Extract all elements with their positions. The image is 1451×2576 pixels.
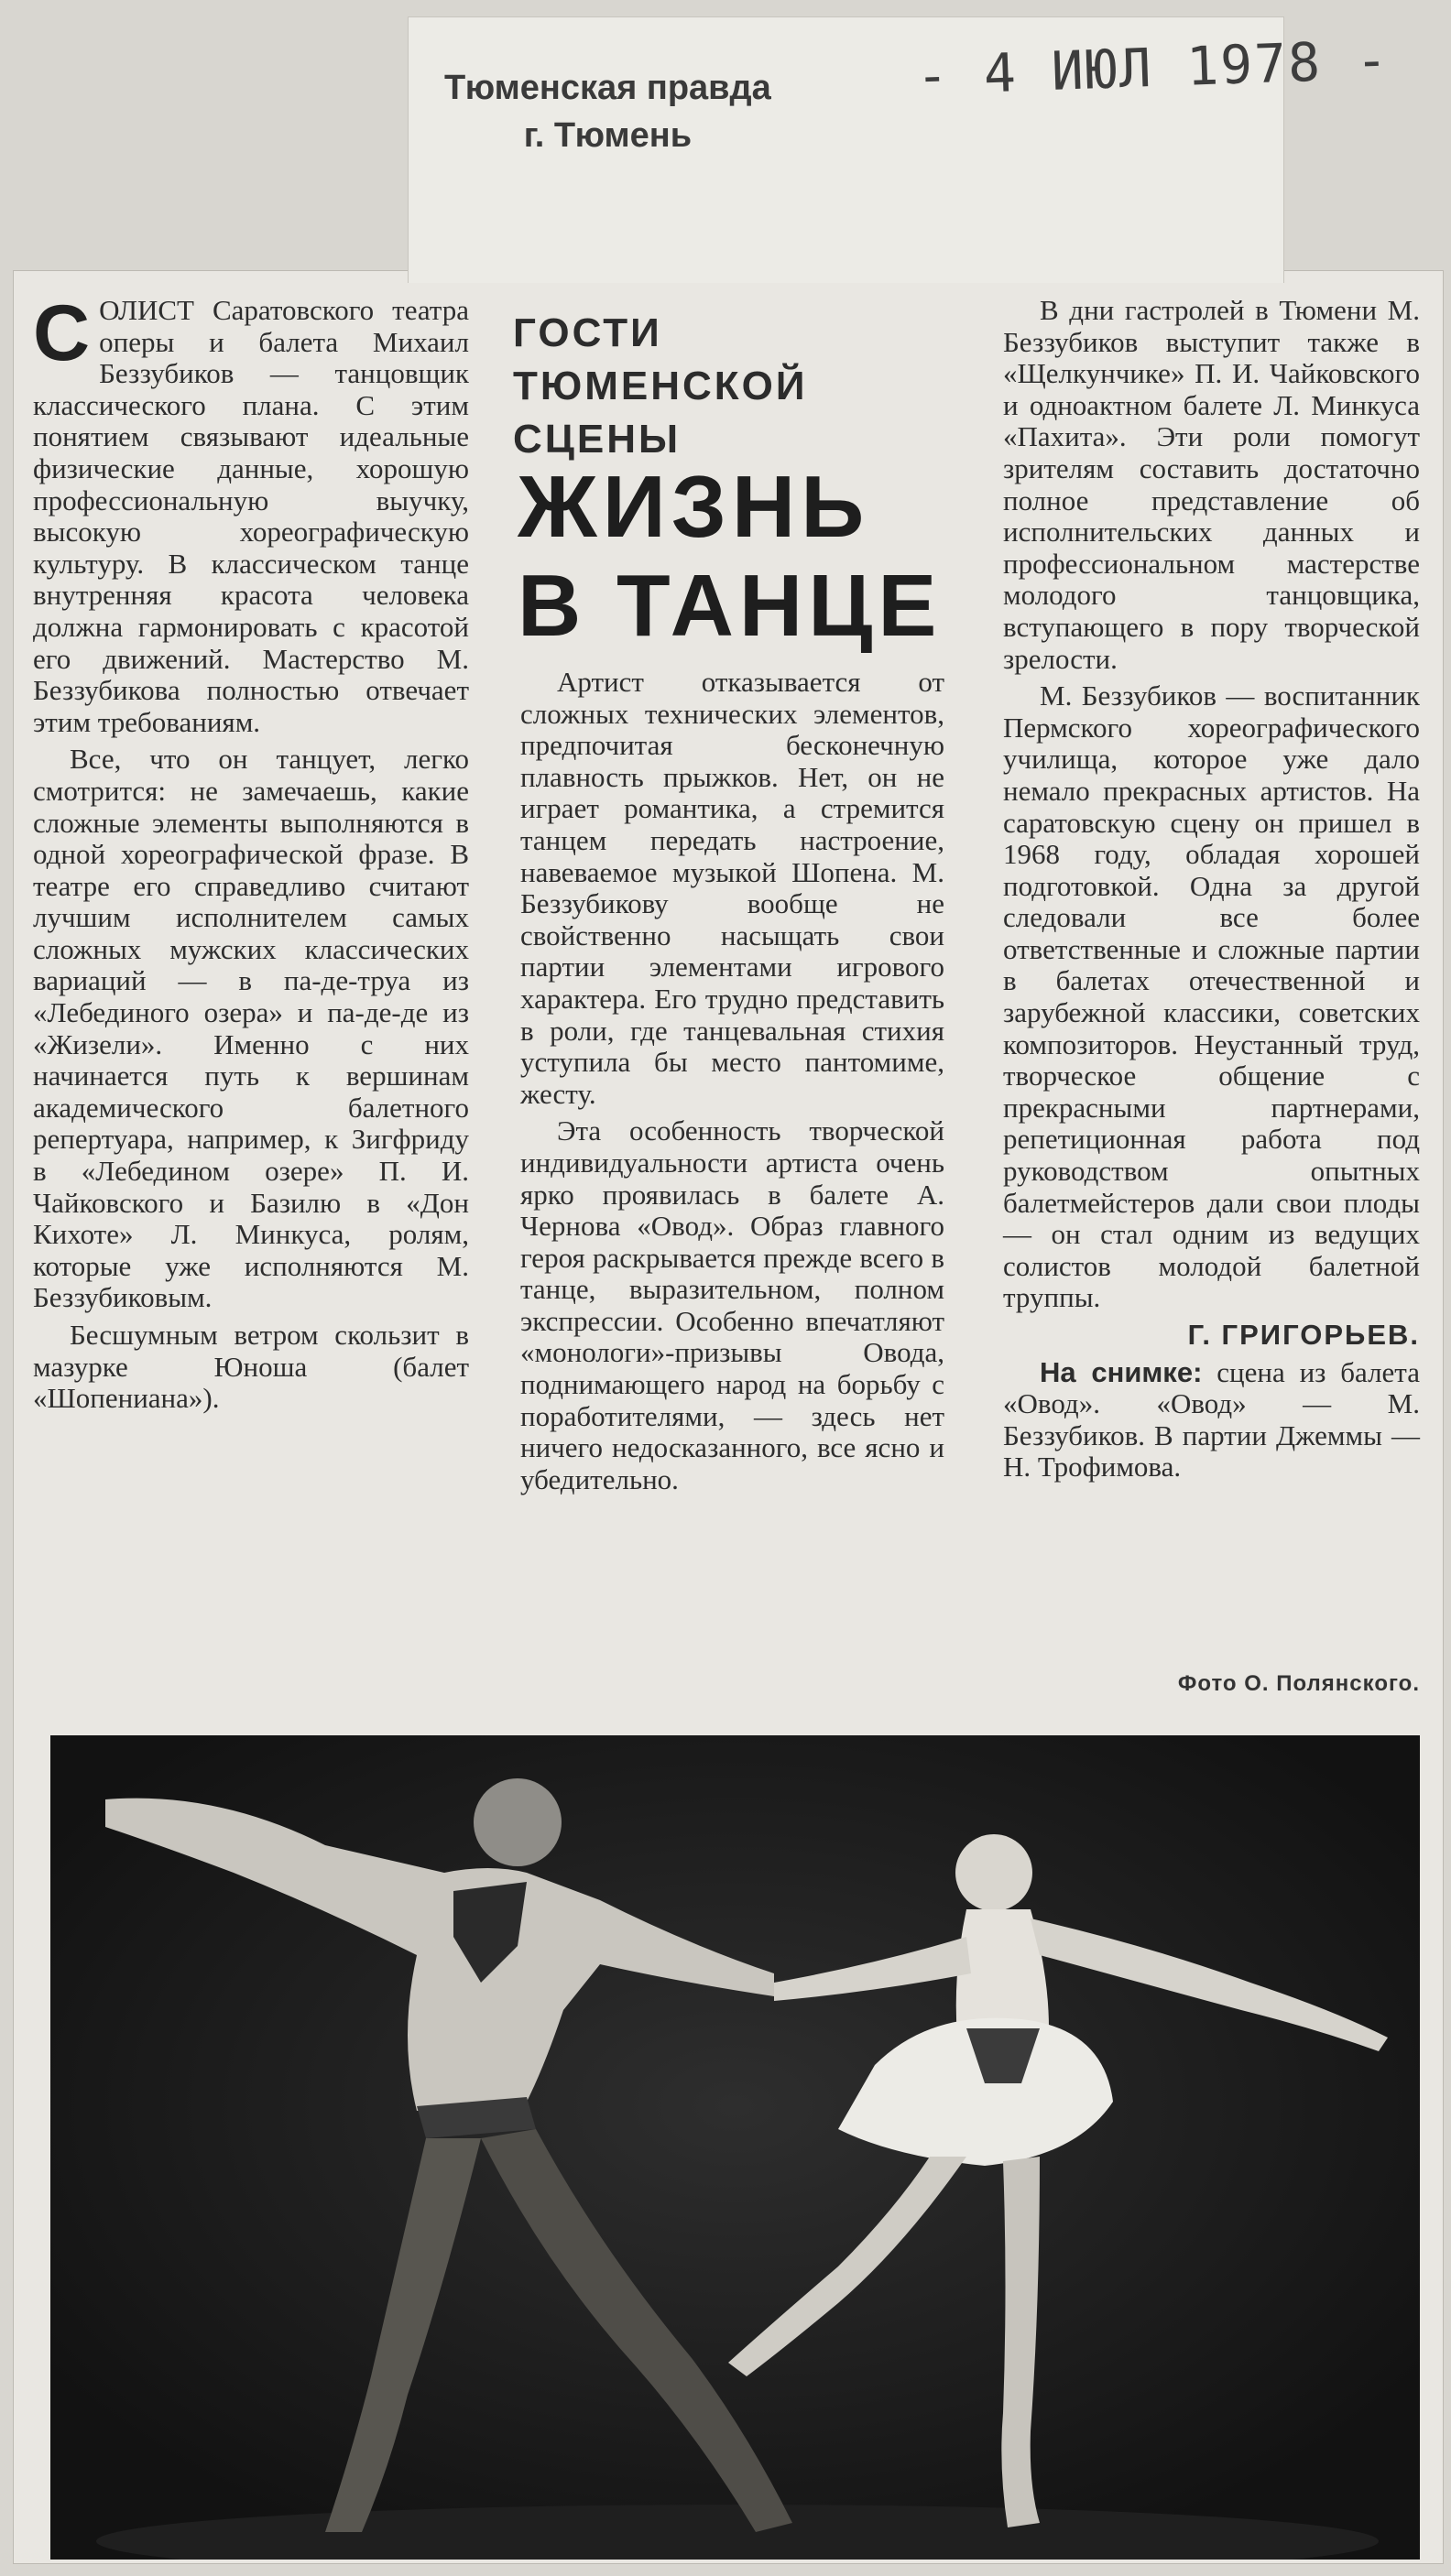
headline: ЖИЗНЬ В ТАНЦЕ: [518, 458, 943, 655]
paragraph: Артист отказывается от сложных технических элементов, предпочитая бесконечную плавность прыжков. Нет, он не играет романтика, а стремится танцем передать настроение, навеваемое музыкой Шопена. М. Беззубикову вообще не свойственно насыщать свои партии элементами игрового характера. Его трудно представить в роли, где танцевальная стихия уступила бы место пантомиме, жесту.: [520, 666, 944, 1110]
caption-text: сцена из балета «Овод». «Овод» — М. Беззубиков. В партии Джеммы — Н. Трофимова.: [1003, 1355, 1420, 1484]
column-left: [33, 289, 469, 1420]
kicker-heading: ГОСТИ ТЮМЕНСКОЙ СЦЕНЫ: [513, 310, 808, 462]
date-stamp: - 4 ИЮЛ 1978 -: [914, 28, 1391, 107]
photo-caption: [1003, 1357, 1420, 1484]
female-head: [955, 1834, 1032, 1911]
drop-cap: С: [33, 289, 91, 377]
column-right: [1003, 295, 1420, 1489]
paragraph-text: ОЛИСТ Саратовского театра оперы и балета Михаил Беззубиков — танцовщик классического плана. С этим понятием связывают идеальные физические данные, хорошую профессиональную выучку, высокую хореографическую культуру. В классическом танце внутренняя красота человека должна гармонировать с красотой его движений. Мастерство М. Беззубикова полностью отвечает этим требованиям.: [33, 294, 469, 738]
male-head: [474, 1778, 562, 1866]
paragraph: Все, что он танцует, легко смотрится: не замечаешь, какие сложные элементы выполняются в одной хореографической фразе. В театре его справедливо считают лучшим исполнителем самых сложных мужских классических вариаций — в па-де-труа из «Лебединого озера» и па-де-де из «Жизели». Именно с них начинается путь к вершинам академического балетного репертуара, например, к Зигфриду в «Лебедином озере» П. И. Чайковского и Базилю в «Дон Кихоте» Л. Минкуса, ролям, которые уже исполняются М. Беззубиковым.: [33, 743, 469, 1314]
stamp-line: Тюменская правда: [444, 69, 771, 107]
ballet-photo: [50, 1735, 1420, 2560]
paragraph: Бесшумным ветром скользит в мазурке Юноша (балет «Шопениана»).: [33, 1319, 469, 1415]
caption-label: На снимке:: [1040, 1355, 1203, 1388]
column-middle: [520, 667, 944, 1501]
paragraph: Эта особенность творческой индивидуальности артиста очень ярко проявилась в балете А. Чернова «Овод». Образ главного героя раскрывается прежде всего в танце, выразительном, полном экспрессии. Особенно впечатляют «монологи»-призывы Овода, поднимающего народ на борьбу с поработителями, — здесь нет ничего недосказанного, все ясно и убедительно.: [520, 1114, 944, 1495]
paragraph: М. Беззубиков — воспитанник Пермского хореографического училища, которое уже дало немало прекрасных артистов. На саратовскую сцену он пришел в 1968 году, обладая хорошей подготовкой. Одна за другой следовали все более ответственные и сложные партии в балетах отечественной и зарубежной классики, советских композиторов. Неустанный труд, творческое общение с прекрасными партнерами, репетиционная работа под руководством опытных балетмейстеров дали свои плоды — он стал одним из ведущих солистов молодой балетной труппы.: [1003, 679, 1420, 1314]
newspaper-stamp: [444, 64, 771, 159]
photo-credit: Фото О. Полянского.: [1177, 1671, 1420, 1696]
paragraph: [33, 289, 469, 738]
ballet-dancers-illustration: [50, 1735, 1420, 2560]
author-signature: Г. ГРИГОРЬЕВ.: [1187, 1319, 1420, 1351]
stamp-line: г. Тюмень: [523, 116, 693, 155]
paragraph: В дни гастролей в Тюмени М. Беззубиков выступит также в «Щелкунчике» П. И. Чайковского и одноактном балете Л. Минкуса «Пахита». Эти роли помогут зрителям составить достаточно полное представление об исполнительских данных и профессиональном мастерстве молодого танцовщика, вступающего в пору творческой зрелости.: [1003, 294, 1420, 675]
